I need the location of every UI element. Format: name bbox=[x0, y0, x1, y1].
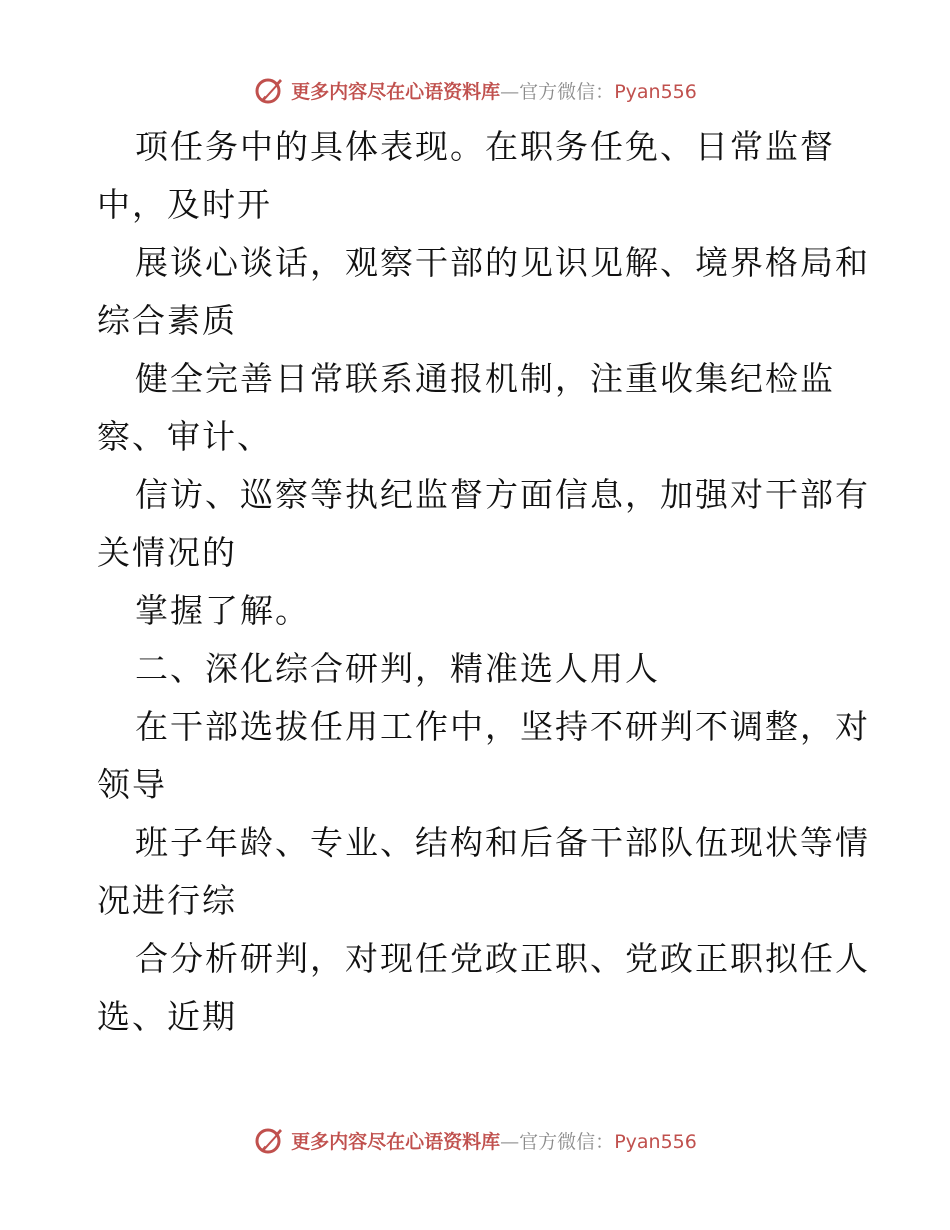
quill-pen-logo-icon bbox=[253, 74, 285, 106]
header-banner-wechat-id: Pyan556 bbox=[614, 80, 697, 103]
section-heading: 二、深化综合研判，精准选人用人 bbox=[135, 649, 660, 688]
body-line-2: 中，及时开 bbox=[97, 185, 272, 224]
footer-banner-inner bbox=[253, 1124, 697, 1156]
header-banner-wechat-label: 官方微信： bbox=[519, 80, 615, 103]
footer-banner-main: 更多内容尽在心语资料库 bbox=[291, 1130, 501, 1153]
footer-banner-dash: — bbox=[500, 1130, 520, 1153]
body-line-16: 选、近期 bbox=[97, 997, 237, 1036]
body-line-15: 合分析研判，对现任党政正职、党政正职拟任人 bbox=[135, 939, 870, 978]
footer-banner bbox=[0, 1120, 950, 1160]
body-line-5: 健全完善日常联系通报机制，注重收集纪检监 bbox=[135, 359, 835, 398]
body-line-14: 况进行综 bbox=[97, 881, 237, 920]
body-line-13: 班子年龄、专业、结构和后备干部队伍现状等情 bbox=[135, 823, 870, 862]
footer-banner-wechat-id: Pyan556 bbox=[614, 1130, 697, 1153]
quill-pen-logo-icon bbox=[253, 1124, 285, 1156]
body-line-7: 信访、巡察等执纪监督方面信息，加强对干部有 bbox=[135, 475, 870, 514]
header-banner bbox=[0, 70, 950, 110]
header-banner-dash: — bbox=[500, 80, 520, 103]
body-line-3: 展谈心谈话，观察干部的见识见解、境界格局和 bbox=[135, 243, 870, 282]
body-line-6: 察、审计、 bbox=[97, 417, 272, 456]
footer-banner-text bbox=[291, 1127, 697, 1154]
body-line-12: 领导 bbox=[97, 765, 167, 804]
header-banner-inner bbox=[253, 74, 697, 106]
footer-banner-wechat-label: 官方微信： bbox=[519, 1130, 615, 1153]
body-line-8: 关情况的 bbox=[97, 533, 237, 572]
body-line-9: 掌握了解。 bbox=[135, 591, 310, 630]
body-line-4: 综合素质 bbox=[97, 301, 237, 340]
body-line-1: 项任务中的具体表现。在职务任免、日常监督 bbox=[135, 127, 835, 166]
header-banner-text bbox=[291, 77, 697, 104]
body-line-11: 在干部选拔任用工作中，坚持不研判不调整，对 bbox=[135, 707, 870, 746]
document-body bbox=[97, 118, 870, 1046]
header-banner-main: 更多内容尽在心语资料库 bbox=[291, 80, 501, 103]
